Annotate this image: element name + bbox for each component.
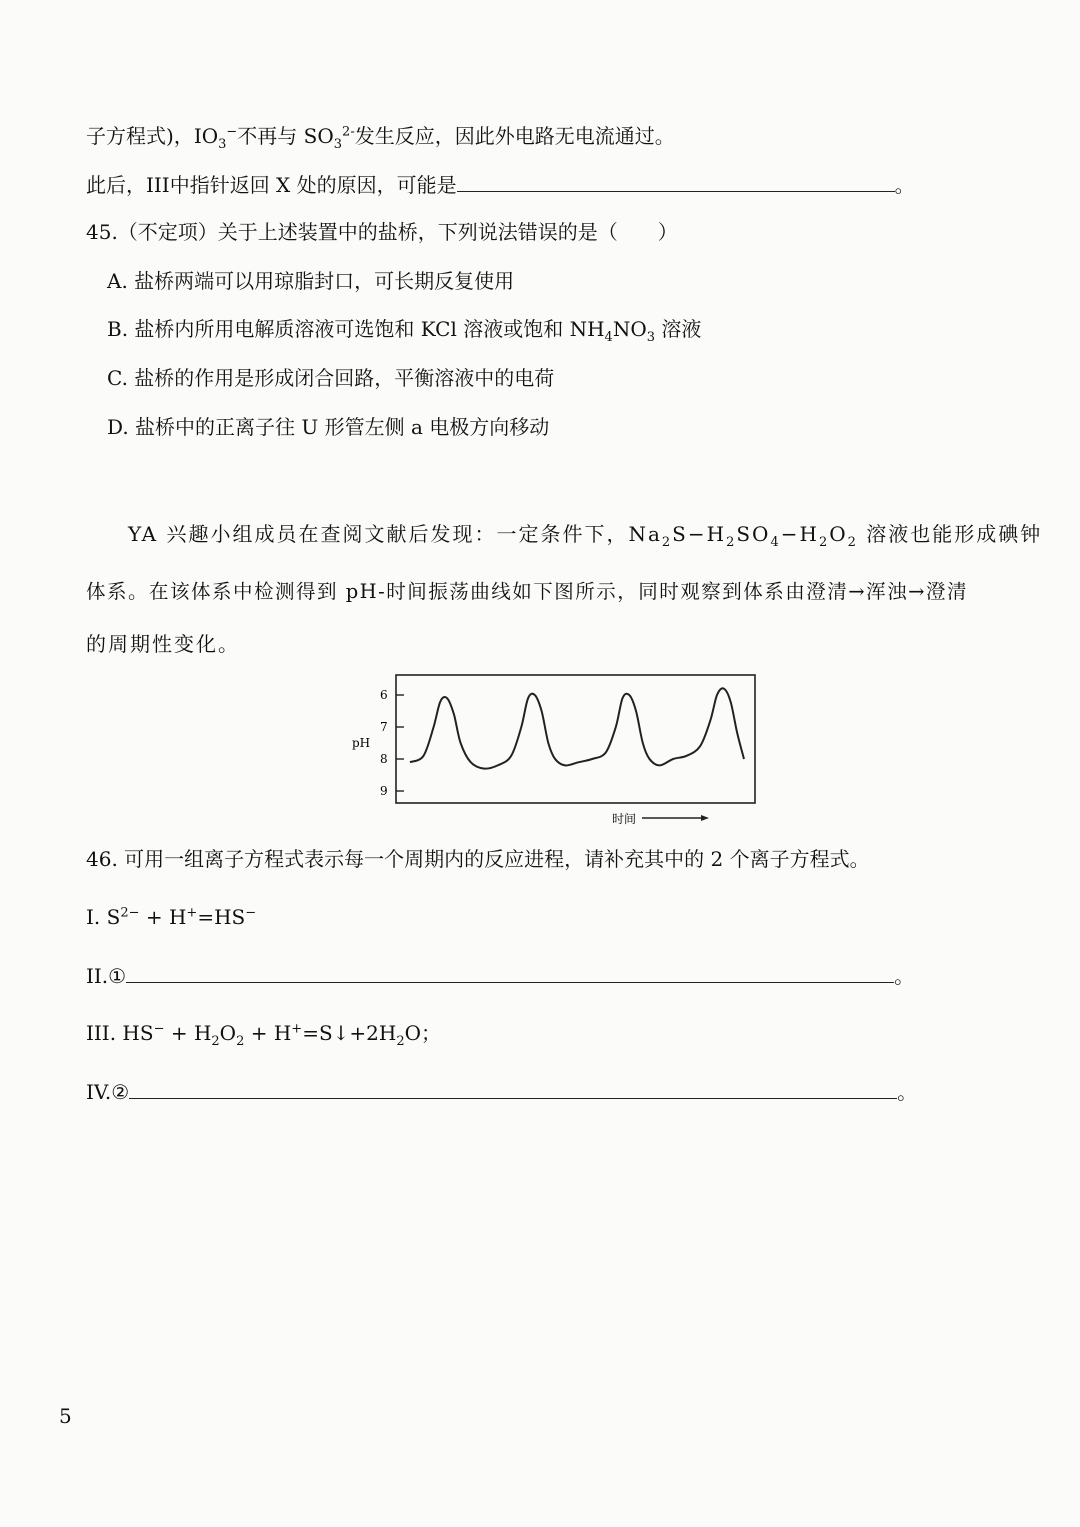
x-axis-label: 时间	[612, 812, 637, 826]
intro-line: 子方程式)，$IO_3^-$不再与 $SO_3^{2-}$发生反应，因此外电路无电流通过。	[86, 124, 675, 152]
y-tick-label-7: 7	[380, 720, 388, 734]
y-axis	[380, 688, 404, 798]
answer-blank-eq2[interactable]	[126, 962, 894, 983]
q46-stem: 46. 可用一组离子方程式表示每一个周期内的反应进程，请补充其中的 2 个离子方程式。	[86, 847, 870, 871]
page-number: 5	[59, 1404, 72, 1428]
y-tick-label-6: 6	[380, 688, 388, 702]
q45-option-c: C. 盐桥的作用是形成闭合回路，平衡溶液中的电荷	[107, 366, 555, 390]
passage-line-3: 的周期性变化。	[86, 632, 240, 656]
chart-frame	[396, 675, 755, 803]
passage-line-2: 体系。在该体系中检测得到 pH-时间振荡曲线如下图所示，同时观察到体系由澄清→浑浊→澄清	[86, 580, 968, 603]
q46-eq3: III. $HS^- + H_2O_2$ + $H^+=S↓+2H_2O$；	[86, 1021, 442, 1049]
q46-eq2: II.① 。	[86, 964, 915, 988]
y-tick-label-8: 8	[380, 752, 388, 766]
q45-option-d: D. 盐桥中的正离子往 U 形管左侧 a 电极方向移动	[107, 415, 550, 439]
ph-curve	[410, 688, 744, 768]
q46-eq1: I. $S^{2-} + H^+=HS^-$	[86, 905, 257, 929]
q45-option-b: B. 盐桥内所用电解质溶液可选饱和 KCl 溶液或饱和 $NH_4NO_3$ 溶液	[107, 317, 702, 345]
passage-line-1: YA 兴趣小组成员在查阅文献后发现：一定条件下，$Na_2S-H_2SO_4-H_2O_2$ 溶液也能形成碘钟	[128, 522, 1043, 550]
x-axis-arrow	[642, 815, 709, 821]
answer-blank-eq4[interactable]	[129, 1078, 897, 1099]
q46-eq4: IV.② 。	[86, 1080, 918, 1104]
q44-tail-line: 此后，III中指针返回 X 处的原因，可能是 。	[86, 173, 915, 197]
y-tick-label-9: 9	[380, 784, 388, 798]
ph-time-chart	[346, 668, 766, 830]
q45-stem: 45.（不定项）关于上述装置中的盐桥，下列说法错误的是（ ）	[86, 220, 678, 244]
answer-blank-q44[interactable]	[457, 171, 895, 192]
q45-option-a: A. 盐桥两端可以用琼脂封口，可长期反复使用	[107, 269, 515, 293]
y-axis-label: pH	[352, 736, 371, 750]
